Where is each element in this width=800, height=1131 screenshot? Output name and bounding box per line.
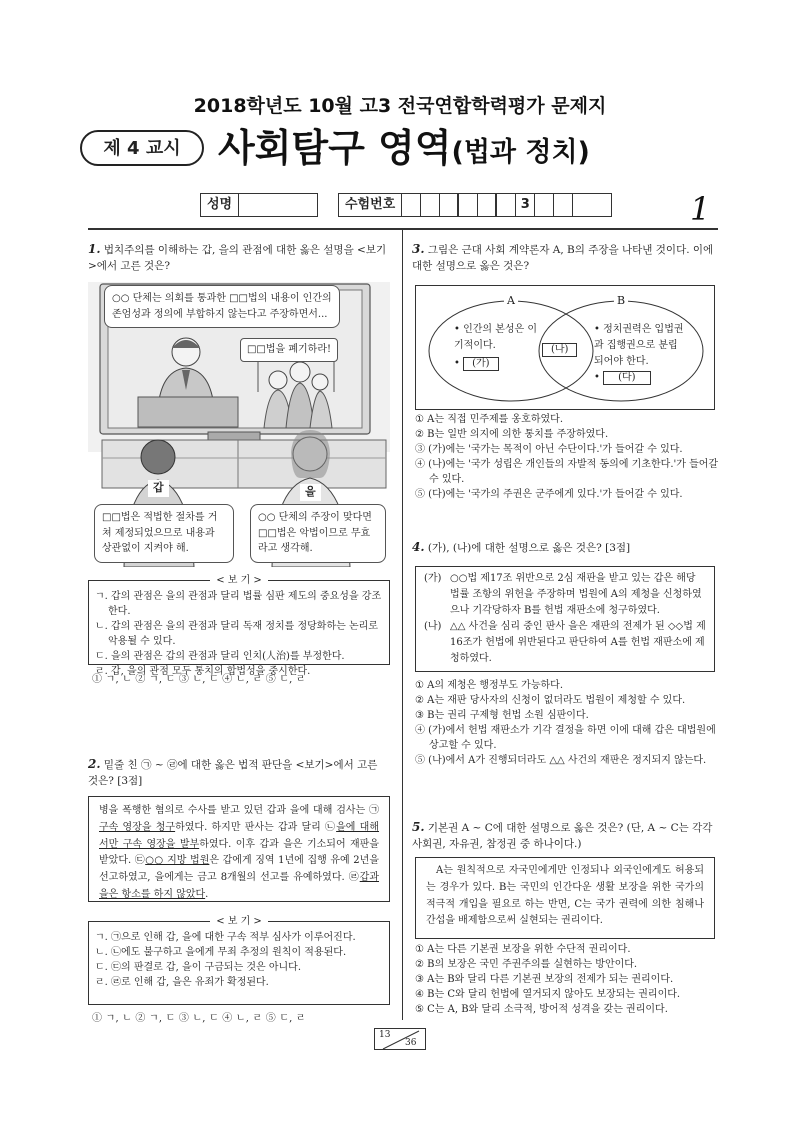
passage-label: (가) <box>424 573 442 584</box>
question-text: (가), (나)에 대한 설명으로 옳은 것은? [3점] <box>427 542 631 554</box>
set-b-text: • 정치권력은 입법권과 집행권으로 분립되어야 한다. <box>594 324 684 367</box>
bogi-label: < 보 기 > <box>210 916 268 927</box>
passage-text: ○○법 제17조 위반으로 2심 재판을 받고 있는 갑은 해당 법률 조항의 위헌을 주장하며 법원에 A의 제청을 신청하였으나 기각당하자 B를 헌법 재판소에 청구하였다. <box>450 573 702 616</box>
bogi-item: ㄴ. 갑의 관점은 을의 관점과 달리 독재 정치를 정당화하는 논리로 악용될 수 있다. <box>95 621 378 647</box>
question-4-stem <box>412 538 718 557</box>
bogi-item: ㄴ. ㉡에도 불구하고 을에게 무죄 추정의 원칙이 적용된다. <box>95 947 347 958</box>
passage-text: 병을 폭행한 혐의로 수사를 받고 있던 갑과 을에 대해 검사는 ㉠ <box>99 805 379 816</box>
question-2-stem <box>88 755 390 790</box>
page-current: 13 <box>379 1030 391 1040</box>
page-number: 1 <box>690 190 711 228</box>
set-a-blank-row: • (가) <box>454 356 499 371</box>
label-gap: 갑 <box>148 480 169 497</box>
column-divider <box>402 230 403 1020</box>
blank-ga: (가) <box>463 357 498 371</box>
tv-speech-bubble: ○○ 단체는 의회를 통과한 □□법의 내용이 인간의 존엄성과 정의에 부합하지 않는다고 주장하면서... <box>104 285 340 328</box>
question-text: 그림은 근대 사회 계약론자 A, B의 주장을 나타낸 것이다. 이에 대한 설명으로 옳은 것은? <box>412 244 714 272</box>
answer-option[interactable]: ③ (가)에는 '국가는 목적이 아닌 수단이다.'가 들어갈 수 있다. <box>415 444 683 455</box>
name-field[interactable] <box>200 193 318 217</box>
set-b-label: B <box>614 293 628 310</box>
bogi-item: ㄱ. ㉠으로 인해 갑, 을에 대한 구속 적부 심사가 이루어진다. <box>95 932 356 943</box>
q1-choices[interactable]: ① ㄱ, ㄴ ② ㄱ, ㄷ ③ ㄴ, ㄷ ④ ㄴ, ㄹ ⑤ ㄷ, ㄹ <box>92 674 306 685</box>
q5-passage-box: A는 원칙적으로 자국민에게만 인정되나 외국인에게도 허용되는 경우가 있다. B는 국민의 인간다운 생활 보장을 위한 국가의 적극적 개입을 필요로 하는 반면, C는 국가 권력에 의한 침해나 간섭을 배제함으로써 실현되는 권리이다. <box>415 857 715 939</box>
question-text: 법치주의를 이해하는 갑, 을의 관점에 대한 옳은 설명을 <보기>에서 고른 것은? <box>88 244 387 272</box>
eul-speech-bubble: ○○ 단체의 주장이 맞다면 □□법은 악법이므로 무효라고 생각해. <box>250 504 386 563</box>
session-badge: 제 4 교시 <box>80 130 204 166</box>
exam-number-cell <box>497 194 516 216</box>
exam-number-cell <box>554 194 573 216</box>
q2-choices[interactable]: ① ㄱ, ㄴ ② ㄱ, ㄷ ③ ㄴ, ㄷ ④ ㄴ, ㄹ ⑤ ㄷ, ㄹ <box>92 1013 306 1024</box>
answer-option[interactable]: ② B의 보장은 국민 주권주의를 실현하는 방안이다. <box>415 959 638 970</box>
top-rule <box>88 228 718 230</box>
underlined-b: 을에 대해서만 구속 영장을 발부 <box>99 821 380 850</box>
bogi-label: < 보 기 > <box>210 575 268 586</box>
exam-number-cell: 3 <box>516 194 535 216</box>
exam-number-cell <box>573 194 592 216</box>
answer-option[interactable]: ① A는 직접 민주제를 옹호하였다. <box>415 414 563 425</box>
exam-number-cell <box>440 194 459 216</box>
answer-option[interactable]: ④ B는 C와 달리 헌법에 열거되지 않아도 보장되는 권리이다. <box>415 989 681 1000</box>
subject-sub: (법과 정치) <box>451 137 590 168</box>
bogi-item: ㄹ. 갑, 을의 관점 모두 통치의 합법성을 중시한다. <box>95 666 311 677</box>
blank-da: (다) <box>603 371 650 385</box>
question-number: 5. <box>412 820 425 834</box>
name-label: 성명 <box>201 194 239 216</box>
q5-answers <box>415 942 720 1017</box>
passage-text: 은 갑에게 징역 1년에 집행 유예 2년을 선고하였고, 을에게는 금고 8개월의 선고를 유예하였다. ㉣ <box>99 855 379 884</box>
answer-option[interactable]: ② A는 재판 당사자의 신청이 없더라도 법원이 제청할 수 있다. <box>415 695 686 706</box>
bogi-item: ㄱ. 갑의 관점은 을의 관점과 달리 법률 심판 제도의 중요성을 강조한다. <box>95 591 382 617</box>
answer-option[interactable]: ① A는 다른 기본권 보장을 위한 수단적 권리이다. <box>415 944 631 955</box>
q4-answers <box>415 678 720 768</box>
blank-na: (나) <box>542 343 577 357</box>
q4-passage-box <box>415 566 715 672</box>
q2-passage-box <box>88 796 390 902</box>
question-number: 1. <box>88 242 101 256</box>
subject-main: 사회탐구 영역 <box>218 126 452 170</box>
answer-option[interactable]: ③ B는 권리 구제형 헌법 소원 심판이다. <box>415 710 589 721</box>
question-number: 4. <box>412 540 425 554</box>
exam-number-cell <box>459 194 478 216</box>
bogi-item: ㄷ. ㉢의 판결로 갑, 을이 구금되는 것은 아니다. <box>95 962 302 973</box>
passage-label: (나) <box>424 621 442 632</box>
gap-speech-bubble: □□법은 적법한 절차를 거쳐 제정되었으므로 내용과 상관없이 지켜야 해. <box>94 504 234 563</box>
answer-option[interactable]: ⑤ (다)에는 '국가의 주권은 군주에게 있다.'가 들어갈 수 있다. <box>415 489 683 500</box>
set-b-blank-row: • (다) <box>594 370 651 385</box>
protest-sign: □□법을 폐기하라! <box>240 338 338 362</box>
passage-text: 하였다. 이후 갑과 을은 기소되어 재판을 받았다. ㉢ <box>99 838 379 867</box>
set-a-label: A <box>504 293 518 310</box>
answer-option[interactable]: ① A의 제청은 행정부도 가능하다. <box>415 680 563 691</box>
q3-diagram-box <box>415 285 715 410</box>
exam-number-cell <box>535 194 554 216</box>
question-3-stem <box>412 240 718 275</box>
passage-na <box>424 619 706 667</box>
passage-text: 하였다. 하지만 판사는 갑과 달리 ㉡ <box>175 821 337 833</box>
answer-option[interactable]: ⑤ C는 A, B와 달리 소극적, 방어적 성격을 갖는 권리이다. <box>415 1004 668 1015</box>
page-counter-box <box>374 1028 426 1050</box>
q1-illustration <box>88 282 390 567</box>
bogi-item: ㄹ. ㉣로 인해 갑, 을은 유죄가 확정된다. <box>95 977 269 988</box>
underlined-c: ○○ 지방 법원 <box>145 855 210 867</box>
bogi-item: ㄷ. 을의 관점은 갑의 관점과 달리 인치(人治)를 부정한다. <box>95 651 345 662</box>
underlined-d: 갑과 을은 항소를 하지 않았다 <box>99 872 379 900</box>
subject-title <box>218 120 590 177</box>
question-5-stem <box>412 818 718 853</box>
answer-option[interactable]: ④ (나)에는 '국가 성립은 개인들의 자발적 동의에 기초한다.'가 들어갈 수 있다. <box>415 459 719 485</box>
question-number: 3. <box>412 242 425 256</box>
underlined-a: 구속 영장을 청구 <box>99 821 176 833</box>
label-eul: 을 <box>300 484 321 501</box>
question-text: 밑줄 친 ㉠ ~ ㉣에 대한 옳은 법적 판단을 <보기>에서 고른 것은? [3점] <box>88 759 378 787</box>
exam-number-cell <box>421 194 440 216</box>
question-text: 기본권 A ~ C에 대한 설명으로 옳은 것은? (단, A ~ C는 각각 사회권, 자유권, 참정권 중 하나이다.) <box>412 822 713 850</box>
q2-bogi-box <box>88 916 390 1005</box>
q3-answers <box>415 412 720 502</box>
question-number: 2. <box>88 757 101 771</box>
exam-number-label: 수험번호 <box>339 194 402 216</box>
answer-option[interactable]: ② B는 일반 의지에 의한 통치를 주장하였다. <box>415 429 609 440</box>
answer-option[interactable]: ⑤ (나)에서 A가 진행되더라도 △△ 사건의 재판은 정지되지 않는다. <box>415 755 707 766</box>
q1-bogi-box <box>88 575 390 677</box>
exam-number-cell <box>478 194 497 216</box>
page-total: 36 <box>405 1038 417 1048</box>
exam-number-cell <box>402 194 421 216</box>
passage-text: △△ 사건을 심리 중인 판사 을은 재판의 전제가 된 ◇◇법 제16조가 헌법에 위반된다고 판단하여 A를 헌법 재판소에 제청하였다. <box>450 621 706 664</box>
answer-option[interactable]: ④ (가)에서 헌법 재판소가 기각 결정을 하면 이에 대해 갑은 대법원에 상고할 수 있다. <box>415 725 716 751</box>
passage-ga <box>424 571 706 619</box>
question-1-stem <box>88 240 390 275</box>
exam-title: 2018학년도 10월 고3 전국연합학력평가 문제지 <box>193 95 607 117</box>
exam-number-field[interactable] <box>338 193 612 217</box>
answer-option[interactable]: ③ A는 B와 달리 다른 기본권 보장의 전제가 되는 권리이다. <box>415 974 674 985</box>
passage-text: . <box>205 888 209 900</box>
set-a-text: • 인간의 본성은 이기적이다. <box>454 324 538 351</box>
